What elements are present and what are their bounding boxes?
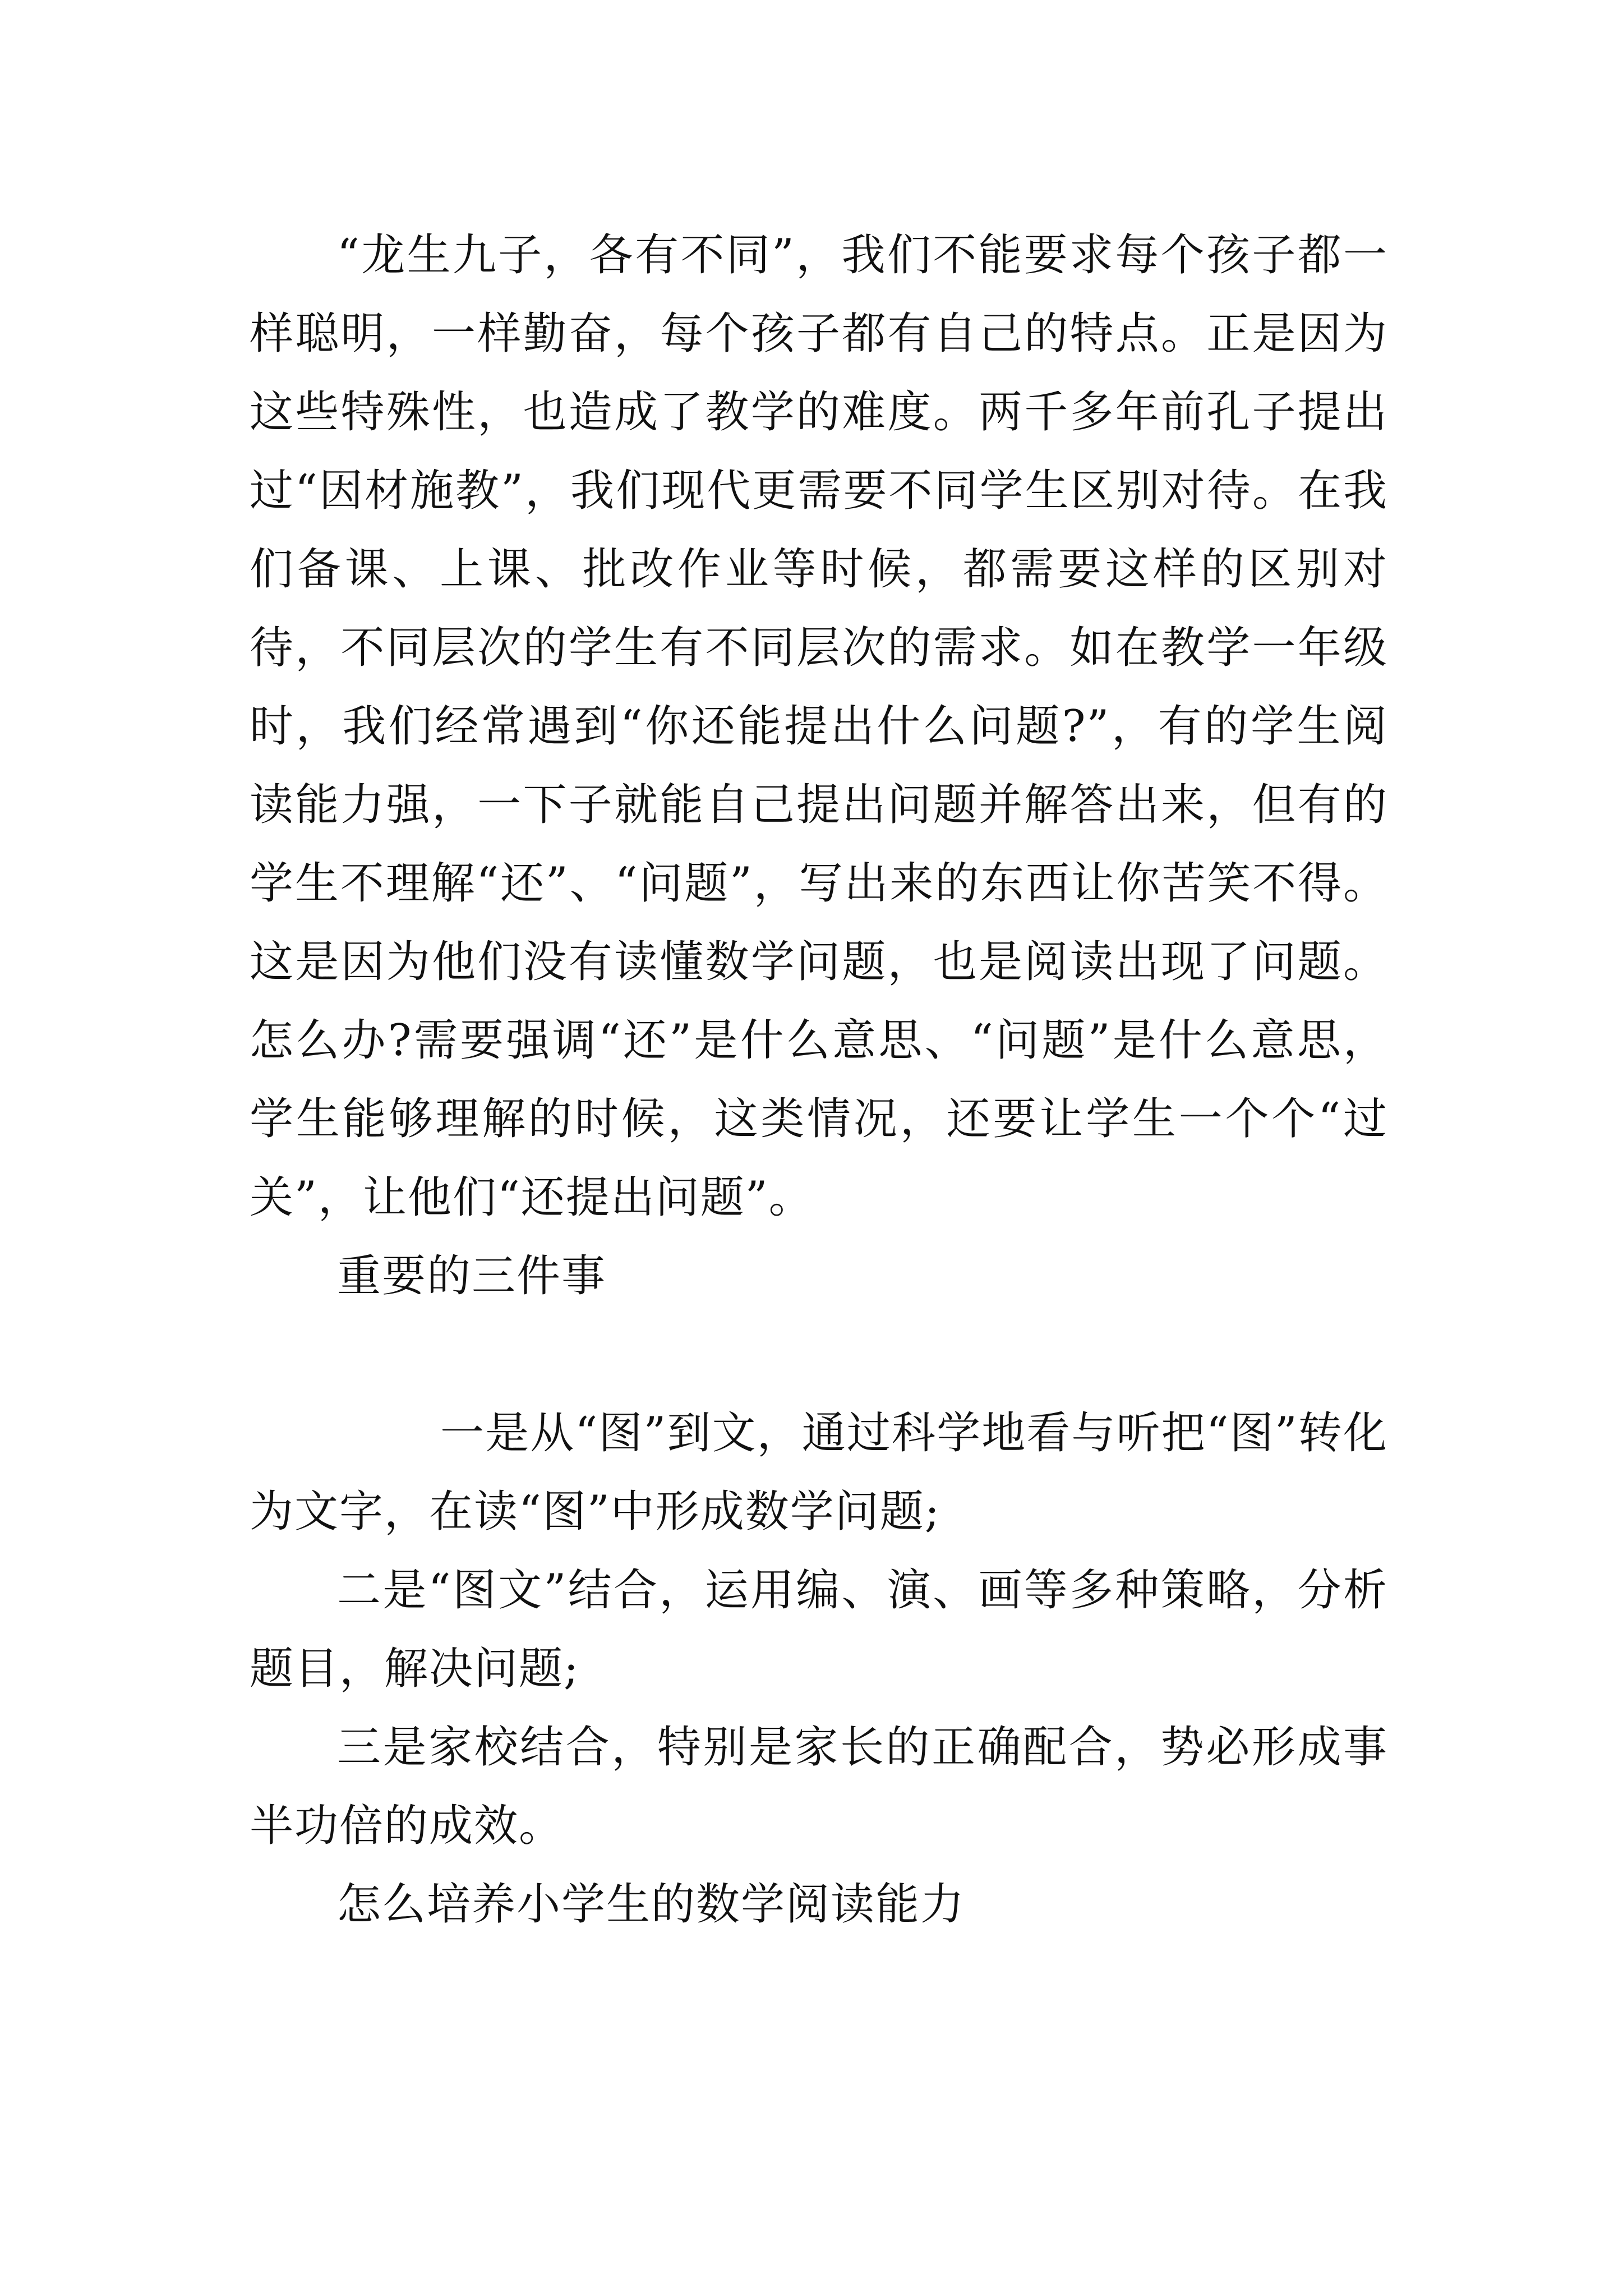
list-item-2: 二是“图文”结合，运用编、演、画等多种策略，分析题目，解决问题; bbox=[250, 1565, 1388, 1694]
section-heading: 重要的三件事 bbox=[337, 1251, 607, 1301]
blank-line bbox=[250, 1315, 1388, 1394]
body-paragraph: “龙生九子，各有不同”，我们不能要求每个孩子都一样聪明，一样勤奋，每个孩子都有自己的特点。正是因为这些特殊性，也造成了教学的难度。两千多年前孔子提出过“因材施教”，我们现代更需要不同学生区别对待。在我们备课、上课、批改作业等时候，都需要这样的区别对待，不同层次的学生有不同层次的需求。如在教学一年级时，我们经常遇到“你还能提出什么问题?”，有的学生阅读能力强，一下子就能自己提出问题并解答出来，但有的学生不理解“还”、“问题”，写出来的东西让你苦笑不得。这是因为他们没有读懂数学问题，也是阅读出现了问题。怎么办?需要强调“还”是什么意思、“问题”是什么意思，学生能够理解的时候，这类情况，还要让学生一个个“过关”，让他们“还提出问题”。 bbox=[250, 230, 1388, 1223]
list-item-3: 三是家校结合，特别是家长的正确配合，势必形成事半功倍的成效。 bbox=[250, 1722, 1388, 1851]
document-body bbox=[250, 216, 1388, 1944]
list-item-1: 一是从“图”到文，通过科学地看与听把“图”转化为文字，在读“图”中形成数学问题; bbox=[250, 1408, 1388, 1537]
section-heading-2: 怎么培养小学生的数学阅读能力 bbox=[337, 1879, 966, 1930]
